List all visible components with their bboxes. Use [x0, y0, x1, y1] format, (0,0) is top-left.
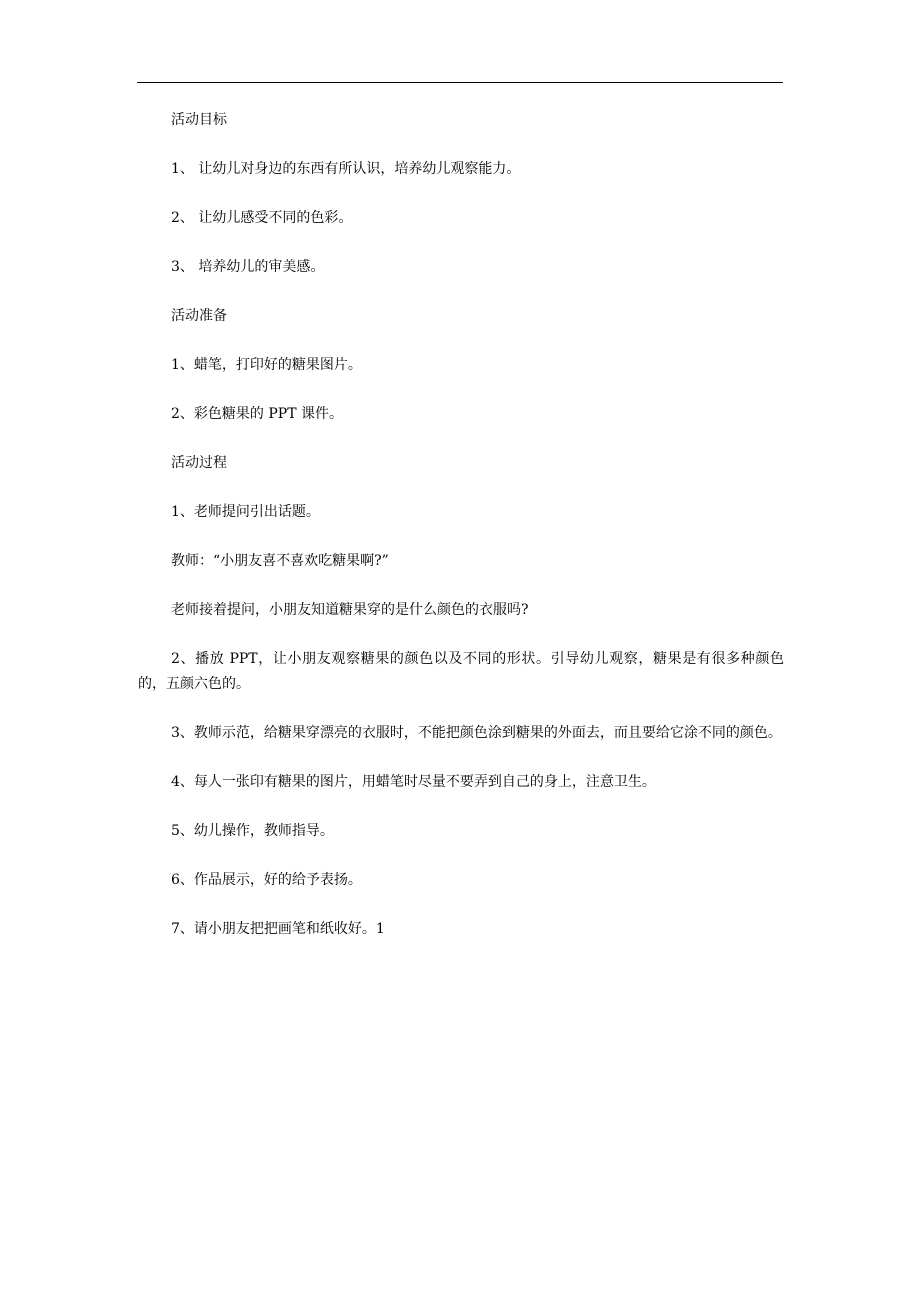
teacher-question: 教师：“小朋友喜不喜欢吃糖果啊?”: [171, 553, 389, 569]
preparation-item-2: 2、彩色糖果的 PPT 课件。: [171, 406, 343, 422]
section-heading-goals: 活动目标: [171, 112, 227, 128]
process-step-7: 7、请小朋友把把画笔和纸收好。1: [171, 921, 385, 937]
goal-item-2: 2、 让幼儿感受不同的色彩。: [171, 210, 353, 226]
header-rule: [137, 82, 783, 83]
document-body: [138, 108, 784, 966]
goal-item-1: 1、 让幼儿对身边的东西有所认识，培养幼儿观察能力。: [171, 161, 521, 177]
section-heading-process: 活动过程: [171, 455, 227, 471]
teacher-followup: 老师接着提问，小朋友知道糖果穿的是什么颜色的衣服吗?: [171, 602, 529, 618]
process-step-3: 3、教师示范，给糖果穿漂亮的衣服时，不能把颜色涂到糖果的外面去，而且要给它涂不同的颜色。: [171, 725, 782, 741]
preparation-item-1: 1、蜡笔，打印好的糖果图片。: [171, 357, 362, 373]
goal-item-3: 3、 培养幼儿的审美感。: [171, 259, 325, 275]
process-step-2: 2、播放 PPT，让小朋友观察糖果的颜色以及不同的形状。引导幼儿观察，糖果是有很多种颜色的，五颜六色的。: [138, 651, 784, 692]
process-step-4: 4、每人一张印有糖果的图片，用蜡笔时尽量不要弄到自己的身上，注意卫生。: [171, 774, 656, 790]
section-heading-preparation: 活动准备: [171, 308, 227, 324]
process-step-6: 6、作品展示，好的给予表扬。: [171, 872, 362, 888]
process-step-1: 1、老师提问引出话题。: [171, 504, 320, 520]
process-step-5: 5、幼儿操作，教师指导。: [171, 823, 334, 839]
